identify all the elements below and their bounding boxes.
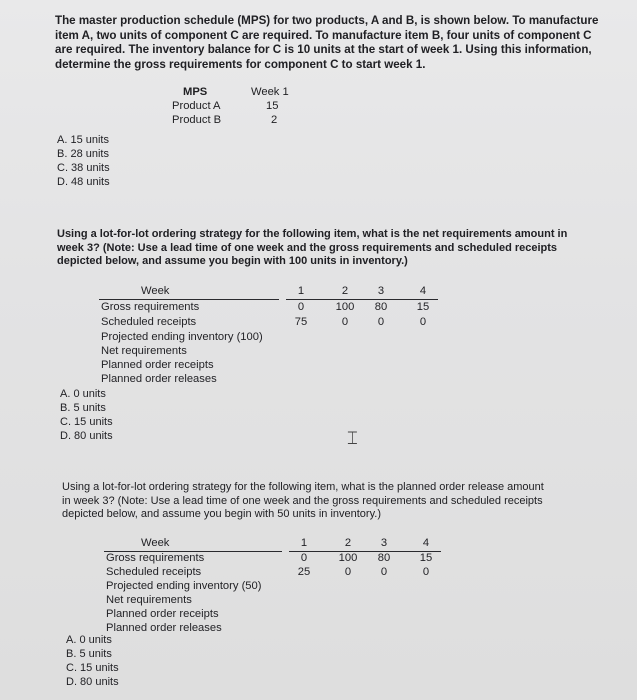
question-3-line: depicted below, and assume you begin with 50 units in inventory.) — [62, 508, 381, 521]
scheduled-receipts-value: 0 — [344, 566, 352, 578]
week-number: 2 — [341, 285, 349, 297]
week-label: Week — [141, 537, 170, 549]
answer-option[interactable]: D. 80 units — [60, 430, 113, 442]
answer-option[interactable]: B. 28 units — [57, 148, 109, 160]
gross-requirements-label: Gross requirements — [106, 552, 205, 564]
answer-option[interactable]: A. 15 units — [57, 134, 109, 146]
gross-requirements-value: 80 — [377, 552, 391, 564]
gross-requirements-value: 0 — [300, 552, 308, 564]
question-3-text — [62, 481, 544, 522]
planned-order-receipts-label: Planned order receipts — [106, 608, 219, 620]
answer-option[interactable]: D. 80 units — [66, 676, 119, 688]
header-rule — [99, 299, 279, 300]
answer-option[interactable]: A. 0 units — [60, 388, 106, 400]
planned-order-releases-label: Planned order releases — [106, 622, 222, 634]
week-1-header: Week 1 — [251, 86, 289, 98]
gross-requirements-value: 0 — [297, 301, 305, 313]
gross-requirements-value: 100 — [335, 301, 355, 313]
gross-requirements-value: 15 — [419, 552, 433, 564]
gross-requirements-value: 80 — [374, 301, 388, 313]
week-number: 1 — [300, 537, 308, 549]
net-requirements-label: Net requirements — [101, 345, 187, 357]
question-1-line: are required. The inventory balance for C is 10 units at the start of week 1. Using this information, — [55, 43, 592, 57]
gross-requirements-value: 100 — [338, 552, 358, 564]
scheduled-receipts-value: 0 — [422, 566, 430, 578]
answer-option[interactable]: C. 15 units — [66, 662, 119, 674]
week-number: 4 — [422, 537, 430, 549]
answer-option[interactable]: C. 15 units — [60, 416, 113, 428]
scheduled-receipts-value: 0 — [419, 316, 427, 328]
projected-ending-inventory-label: Projected ending inventory (100) — [101, 331, 263, 343]
question-2-line: depicted below, and assume you begin with 100 units in inventory.) — [57, 255, 408, 268]
answer-option[interactable]: A. 0 units — [66, 634, 112, 646]
question-1-line: item A, two units of component C are required. To manufacture item B, four units of component C — [55, 28, 592, 42]
scheduled-receipts-label: Scheduled receipts — [101, 316, 197, 328]
scheduled-receipts-value: 75 — [294, 316, 308, 328]
product-a-label: Product A — [172, 100, 221, 112]
question-3-line: Using a lot-for-lot ordering strategy for the following item, what is the planned order release amount — [62, 481, 544, 493]
product-b-value: 2 — [271, 114, 278, 126]
answer-option[interactable]: C. 38 units — [57, 162, 110, 174]
question-2-text — [57, 228, 567, 269]
week-number: 1 — [297, 285, 305, 297]
question-3-line: in week 3? (Note: Use a lead time of one week and the gross requirements and scheduled receipts — [62, 494, 543, 507]
week-label: Week — [141, 285, 170, 297]
projected-ending-inventory-label: Projected ending inventory (50) — [106, 580, 262, 592]
planned-order-receipts-label: Planned order receipts — [101, 359, 214, 371]
product-b-label: Product B — [172, 114, 222, 126]
week-number: 2 — [344, 537, 352, 549]
week-number: 3 — [377, 285, 385, 297]
gross-requirements-label: Gross requirements — [101, 301, 200, 313]
question-1-line: determine the gross requirements for component C to start week 1. — [55, 57, 426, 71]
scheduled-receipts-value: 0 — [380, 566, 388, 578]
mps-header: MPS — [183, 86, 208, 98]
text-cursor-icon: ⌶ — [347, 428, 358, 449]
week-number: 4 — [419, 285, 427, 297]
question-1-line: The master production schedule (MPS) for two products, A and B, is shown below. To manufacture — [55, 14, 599, 27]
planned-order-releases-label: Planned order releases — [101, 373, 217, 385]
question-1-text — [55, 14, 598, 72]
net-requirements-label: Net requirements — [106, 594, 192, 606]
product-a-value: 15 — [266, 100, 279, 112]
header-rule — [286, 299, 438, 300]
gross-requirements-value: 15 — [416, 301, 430, 313]
question-2-line: week 3? (Note: Use a lead time of one week and the gross requirements and scheduled receipts — [57, 241, 558, 254]
week-number: 3 — [380, 537, 388, 549]
scheduled-receipts-value: 0 — [341, 316, 349, 328]
scheduled-receipts-label: Scheduled receipts — [106, 566, 202, 578]
scheduled-receipts-value: 25 — [297, 566, 311, 578]
answer-option[interactable]: B. 5 units — [60, 402, 106, 414]
answer-option[interactable]: D. 48 units — [57, 176, 110, 188]
question-2-line: Using a lot-for-lot ordering strategy for the following item, what is the net requirements amount in — [57, 228, 568, 240]
scheduled-receipts-value: 0 — [377, 316, 385, 328]
answer-option[interactable]: B. 5 units — [66, 648, 112, 660]
